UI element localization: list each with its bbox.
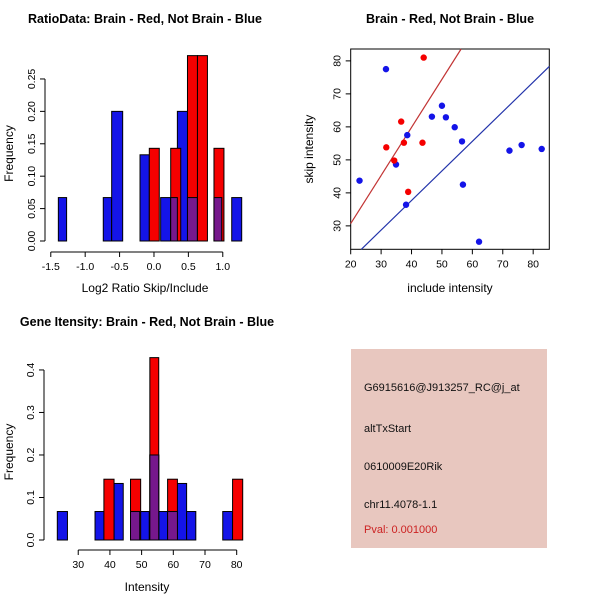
info-panel [300,300,600,600]
chart-title: RatioData: Brain - Red, Not Brain - Blue [27,12,263,26]
x-tick-label: 70 [199,559,211,571]
x-tick-label: 50 [135,559,148,571]
scatter-point-blue [476,239,482,245]
hist-bar-blue [140,155,149,241]
x-tick-label: -1.0 [76,261,95,273]
x-tick-label: 60 [466,258,479,271]
y-tick-label: 0.20 [26,101,38,122]
info-box [351,349,547,548]
y-tick-label: 0.4 [25,362,37,378]
y-tick-label: 70 [331,88,344,100]
y-tick-label: 0.15 [26,133,38,154]
y-tick-label: 0.3 [25,405,37,420]
event-type-text: altTxStart [364,423,412,435]
y-tick-label: 0.2 [25,447,37,463]
chart-title: Gene Itensity: Brain - Red, Not Brain - Blue [19,315,275,329]
y-axis-label: skip intensity [302,114,316,184]
x-tick-label: 50 [436,258,448,271]
y-tick-label: 60 [331,121,344,133]
scatter-point-blue [459,138,465,144]
pval-text: Pval: 0.001000 [364,524,438,536]
x-axis-label: Intensity [124,580,170,594]
probe-id-text: G6915616@J913257_RC@j_at [364,382,520,394]
scatter-point-red [391,157,397,163]
x-tick-label: 70 [496,258,509,271]
x-tick-label: 80 [527,258,540,271]
scatter-point-red [398,118,404,124]
y-tick-label: 0.10 [26,165,38,187]
ratio_hist-svg [0,0,300,300]
hist-bar-red [104,479,114,540]
x-tick-label: 0.0 [146,261,162,273]
x-tick-label: 30 [72,559,85,571]
scatter-point-blue [538,146,544,152]
hist-bar-blue [161,198,171,241]
gene_hist-svg [0,300,300,600]
y-axis-label: Frequency [2,125,16,182]
x-axis-label: Log2 Ratio Skip/Include [81,281,209,295]
hist-bar-overlap [187,198,197,241]
locus-text: chr11.4078-1.1 [364,499,438,511]
scatter-point-blue [518,142,524,148]
x-tick-label: 1.0 [215,261,231,273]
hist-bar-red [233,479,243,540]
hist-bar-blue [58,198,66,241]
hist-bar-overlap [171,198,178,241]
hist-bar-overlap [150,455,159,540]
scatter-point-blue [403,202,409,208]
hist-bar-overlap [214,198,222,241]
y-axis-label: Frequency [2,423,16,481]
y-tick-label: 50 [331,154,344,166]
intensity-scatter-panel [300,0,600,300]
hist-bar-red [197,56,207,241]
scatter-point-red [405,189,411,195]
y-tick-label: 80 [331,55,344,67]
notbrain-fit-line [361,66,549,249]
plot-box [351,49,550,249]
y-tick-label: 0.00 [26,230,38,252]
y-tick-label: 40 [331,187,344,199]
y-tick-label: 0.1 [25,490,37,505]
x-tick-label: 20 [344,258,357,271]
scatter-point-red [419,140,425,146]
scatter-point-blue [506,147,512,153]
scatter-point-red [383,144,389,150]
scatter-point-blue [443,114,449,120]
scatter-point-blue [404,132,410,138]
hist-bar-overlap [131,512,140,540]
x-tick-label: 40 [104,559,116,571]
chart-title: Brain - Red, Not Brain - Blue [365,12,535,26]
hist-bar-blue [187,512,196,540]
y-tick-label: 0.25 [26,68,38,90]
scatter-point-red [401,140,407,146]
gene-symbol-text: 0610009E20Rik [364,461,443,473]
hist-bar-blue [95,512,105,540]
x-tick-label: 30 [375,258,387,271]
scatter-point-blue [429,113,435,119]
gene-intensity-histogram-panel [0,300,300,600]
hist-bar-blue [114,483,123,540]
hist-bar-overlap [168,512,178,540]
scatter-point-red [420,54,426,60]
hist-bar-blue [232,198,242,241]
scatter-point-blue [452,124,458,130]
x-axis-label: include intensity [407,281,493,295]
hist-bar-blue [176,483,186,540]
intensity_scatter-svg [300,0,600,300]
hist-bar-blue [103,198,111,241]
y-tick-label: 30 [331,220,344,232]
scatter-point-blue [383,66,389,72]
y-tick-label: 0.05 [26,198,38,219]
x-tick-label: -1.5 [41,261,60,273]
scatter-point-blue [460,181,466,187]
x-tick-label: 80 [230,559,243,571]
x-tick-label: 40 [405,258,418,271]
x-tick-label: -0.5 [110,261,129,273]
scatter-point-blue [356,177,362,183]
y-tick-label: 0.0 [25,532,37,548]
hist-bar-blue [223,512,233,540]
scatter-point-blue [439,103,445,109]
hist-bar-blue [57,512,67,540]
x-tick-label: 60 [167,559,180,571]
ratio-histogram-panel [0,0,300,300]
hist-bar-red [149,148,159,241]
hist-bar-blue [112,111,123,241]
x-tick-label: 0.5 [181,261,196,273]
